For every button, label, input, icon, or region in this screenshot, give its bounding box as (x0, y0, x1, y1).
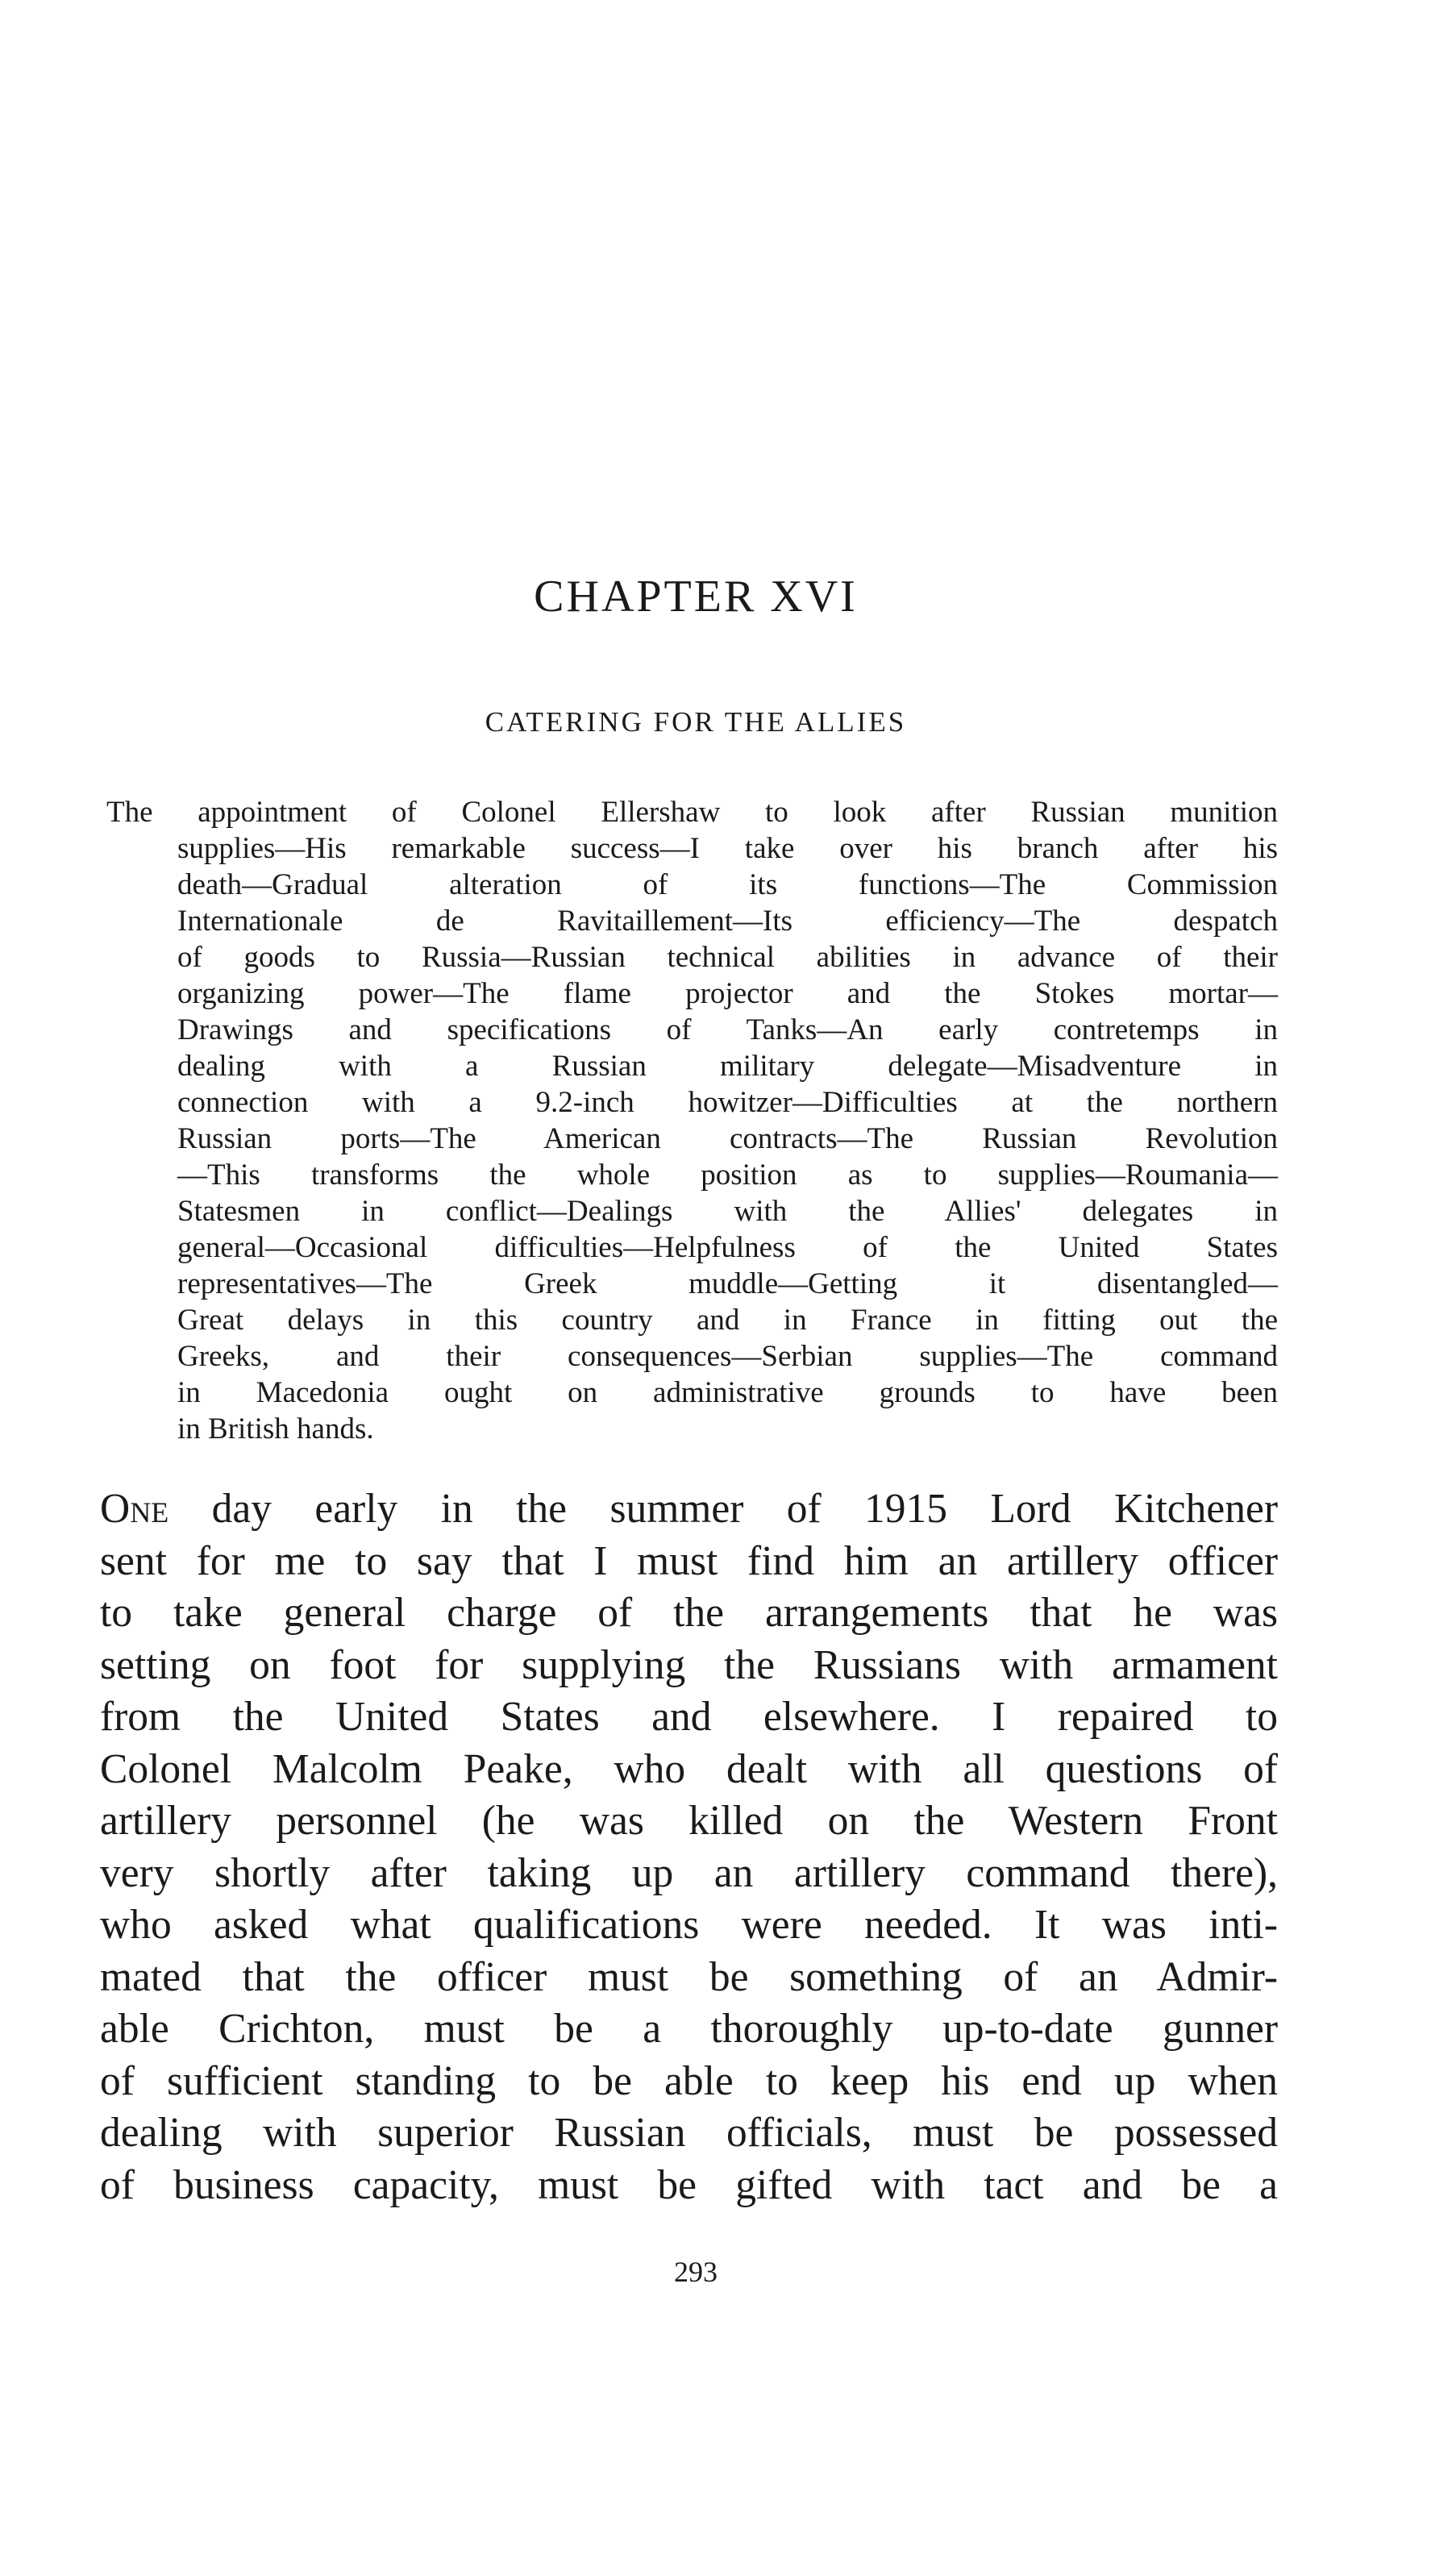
synopsis-line: Russian ports—The American contracts—The Russian Revolution (177, 1122, 1278, 1155)
body-line: able Crichton, must be a thoroughly up-to-date gunner (100, 2006, 1278, 2052)
synopsis-line: Internationale de Ravitaillement—Its efficiency—The despatch (177, 905, 1278, 938)
body-line: of sufficient standing to be able to keep his end up when (100, 2057, 1278, 2104)
page-number: 293 (674, 2256, 718, 2288)
chapter-synopsis (106, 794, 1278, 1447)
synopsis-line: general—Occasional difficulties—Helpfulness of the United States (177, 1231, 1278, 1264)
body-line: to take general charge of the arrangements that he was (100, 1590, 1278, 1636)
synopsis-line: of goods to Russia—Russian technical abilities in advance of their (177, 941, 1278, 974)
body-line: setting on foot for supplying the Russians with armament (100, 1641, 1278, 1688)
synopsis-line: connection with a 9.2-inch howitzer—Difficulties at the northern (177, 1086, 1278, 1119)
opening-word: One (100, 1486, 169, 1532)
chapter-subtitle: CATERING FOR THE ALLIES (485, 706, 907, 738)
synopsis-line: The appointment of Colonel Ellershaw to look after Russian munition (106, 796, 1278, 829)
synopsis-line: representatives—The Greek muddle—Getting it disentangled— (177, 1267, 1278, 1300)
body-paragraph (100, 1483, 1278, 2211)
first-line-text: day early in the summer of 1915 Lord Kitchener (168, 1486, 1278, 1532)
body-line (100, 1483, 1278, 1536)
synopsis-line: Greeks, and their consequences—Serbian supplies—The command (177, 1340, 1278, 1373)
body-line: sent for me to say that I must find him an artillery officer (100, 1537, 1278, 1584)
synopsis-line: —This transforms the whole position as to supplies—Roumania— (177, 1158, 1278, 1192)
body-line: of business capacity, must be gifted with tact and be a (100, 2161, 1278, 2208)
body-line: Colonel Malcolm Peake, who dealt with all questions of (100, 1745, 1278, 1792)
body-line: mated that the officer must be something of an Admir- (100, 1953, 1278, 2000)
body-line: dealing with superior Russian officials, must be possessed (100, 2110, 1278, 2156)
body-line: artillery personnel (he was killed on the Western Front (100, 1798, 1278, 1844)
chapter-title: CHAPTER XVI (534, 572, 858, 622)
synopsis-line: Statesmen in conflict—Dealings with the Allies' delegates in (177, 1195, 1278, 1228)
body-line: who asked what qualifications were needed. It was inti- (100, 1902, 1278, 1948)
body-line: from the United States and elsewhere. I repaired to (100, 1694, 1278, 1740)
synopsis-line: dealing with a Russian military delegate—Misadventure in (177, 1050, 1278, 1083)
synopsis-line: Great delays in this country and in France in fitting out the (177, 1304, 1278, 1337)
body-line: very shortly after taking up an artillery command there), (100, 1849, 1278, 1896)
synopsis-line: Drawings and specifications of Tanks—An early contretemps in (177, 1013, 1278, 1046)
synopsis-line: in Macedonia ought on administrative grounds to have been (177, 1376, 1278, 1409)
synopsis-line: in British hands. (177, 1412, 374, 1445)
synopsis-line: organizing power—The flame projector and the Stokes mortar— (177, 977, 1278, 1010)
synopsis-line: death—Gradual alteration of its functions—The Commission (177, 868, 1278, 901)
synopsis-line: supplies—His remarkable success—I take over his branch after his (177, 832, 1278, 865)
